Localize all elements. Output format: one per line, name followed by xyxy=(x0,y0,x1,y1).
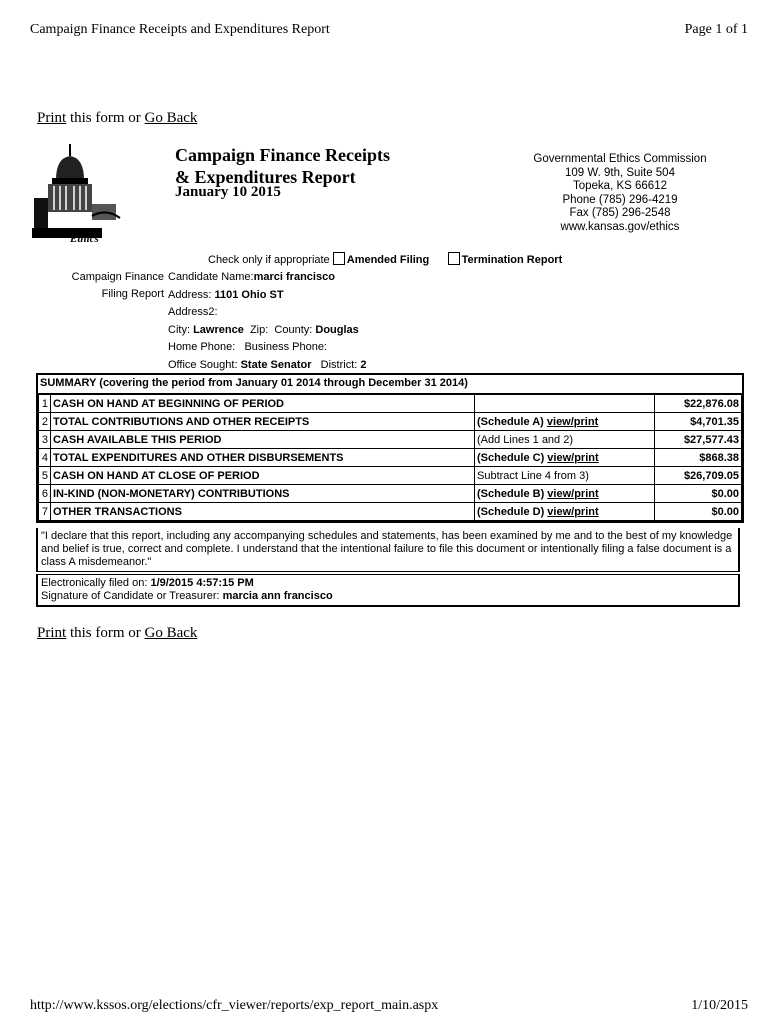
row-schedule xyxy=(475,395,655,413)
row-label: TOTAL CONTRIBUTIONS AND OTHER RECEIPTS xyxy=(51,413,475,431)
commission-fax: Fax (785) 296-2548 xyxy=(569,207,671,219)
commission-address: 109 W. 9th, Suite 504 xyxy=(565,166,675,179)
commission-name: Governmental Ethics Commission xyxy=(533,153,707,165)
top-nav xyxy=(37,110,197,127)
footer-url: http://www.kssos.org/elections/cfr_viewer/reports/exp_report_main.aspx xyxy=(30,998,439,1013)
check-line xyxy=(208,252,562,266)
schedule-label: (Schedule C) xyxy=(477,451,548,464)
filed-date: 1/9/2015 4:57:15 PM xyxy=(150,577,254,589)
row-schedule xyxy=(475,485,655,503)
commission-phone: Phone (785) 296-4219 xyxy=(562,193,678,206)
summary-row xyxy=(39,395,742,413)
row-number: 4 xyxy=(39,449,51,467)
report-title-line2: & Expenditures Report xyxy=(175,167,356,187)
row-label: CASH ON HAND AT CLOSE OF PERIOD xyxy=(51,467,475,485)
home-phone-label: Home Phone: xyxy=(168,341,236,353)
footer-date: 1/10/2015 xyxy=(691,998,748,1013)
summary-row xyxy=(39,467,742,485)
view-print-link[interactable]: view/print xyxy=(546,415,599,428)
row-label: OTHER TRANSACTIONS xyxy=(51,503,475,521)
row-label: CASH ON HAND AT BEGINNING OF PERIOD xyxy=(51,395,475,413)
district-value: 2 xyxy=(360,358,367,371)
zip-label: Zip: xyxy=(249,323,269,336)
schedule-label: (Add Lines 1 and 2) xyxy=(477,433,574,446)
commission-info xyxy=(530,153,710,234)
summary-row xyxy=(39,503,742,521)
row-label: CASH AVAILABLE THIS PERIOD xyxy=(51,431,475,449)
termination-report-label: Termination Report xyxy=(461,254,563,266)
filed-label: Electronically filed on: xyxy=(41,577,151,589)
address-label: Address: xyxy=(168,288,212,301)
print-link-bottom[interactable]: Print xyxy=(37,625,67,641)
candidate-name: marci francisco xyxy=(253,271,335,283)
view-print-link[interactable]: view/print xyxy=(547,487,599,500)
termination-report-checkbox[interactable] xyxy=(448,252,460,265)
schedule-label: (Schedule D) xyxy=(477,505,548,518)
summary-row xyxy=(39,431,742,449)
row-amount: $27,577.43 xyxy=(655,431,742,449)
row-amount: $868.38 xyxy=(655,449,742,467)
schedule-label: (Schedule A) xyxy=(477,415,547,428)
summary-row xyxy=(39,413,742,431)
row-schedule xyxy=(475,449,655,467)
signature-label: Signature of Candidate or Treasurer: xyxy=(41,590,223,602)
signature-value: marcia ann francisco xyxy=(222,590,333,602)
office-value: State Senator xyxy=(240,358,312,371)
amended-filing-label: Amended Filing xyxy=(346,254,430,266)
candidate-label: Candidate Name: xyxy=(168,271,254,283)
row-amount: $26,709.05 xyxy=(655,467,742,485)
page-number: Page 1 of 1 xyxy=(684,22,748,37)
summary-heading: SUMMARY (covering the period from January 01 2014 through December 31 2014) xyxy=(38,375,742,394)
candidate-info xyxy=(168,269,367,374)
view-print-link[interactable]: view/print xyxy=(547,505,599,518)
address-value: 1101 Ohio ST xyxy=(214,288,284,301)
view-print-link[interactable]: view/print xyxy=(547,451,599,464)
row-number: 2 xyxy=(39,413,51,431)
commission-city: Topeka, KS 66612 xyxy=(573,180,667,192)
check-label: Check only if appropriate xyxy=(208,254,330,266)
office-label: Office Sought: xyxy=(168,358,238,371)
row-label: TOTAL EXPENDITURES AND OTHER DISBURSEMENTS xyxy=(51,449,475,467)
county-value: Douglas xyxy=(315,323,359,336)
summary-row xyxy=(39,449,742,467)
row-amount: $0.00 xyxy=(655,485,742,503)
report-title-line1: Campaign Finance Receipts xyxy=(175,145,390,165)
schedule-label: (Schedule B) xyxy=(477,487,548,500)
bottom-nav xyxy=(37,625,197,642)
county-label: County: xyxy=(274,323,313,336)
district-label: District: xyxy=(320,358,358,371)
business-phone-label: Business Phone: xyxy=(244,341,327,353)
row-number: 5 xyxy=(39,467,51,485)
row-schedule xyxy=(475,413,655,431)
row-number: 6 xyxy=(39,485,51,503)
summary-table xyxy=(38,394,742,521)
city-value: Lawrence xyxy=(193,323,244,336)
declaration-text: "I declare that this report, including any accompanying schedules and statements, has been examined by me and to the best of my knowledge and belief is true, correct and complete. I understand that the intentional failure to file this document or intentionally filing a false document is a class A misdemeanor." xyxy=(36,528,740,572)
commission-web: www.kansas.gov/ethics xyxy=(560,220,680,233)
row-schedule xyxy=(475,431,655,449)
page-header-title: Campaign Finance Receipts and Expenditures Report xyxy=(30,22,330,37)
report-title xyxy=(175,144,390,188)
schedule-label: Subtract Line 4 from 3) xyxy=(477,469,589,482)
summary-row xyxy=(39,485,742,503)
go-back-link-bottom[interactable]: Go Back xyxy=(144,625,198,641)
row-number: 1 xyxy=(39,395,51,413)
row-number: 3 xyxy=(39,431,51,449)
amended-filing-checkbox[interactable] xyxy=(333,252,345,265)
address2-label: Address2: xyxy=(168,306,218,318)
filing-label-line2: Filing Report xyxy=(101,288,164,300)
row-schedule xyxy=(475,467,655,485)
city-label: City: xyxy=(168,323,190,336)
capitol-logo-icon xyxy=(30,142,122,246)
row-number: 7 xyxy=(39,503,51,521)
print-link[interactable]: Print xyxy=(37,110,67,126)
row-amount: $4,701.35 xyxy=(655,413,742,431)
nav-separator: this form or xyxy=(66,110,145,126)
report-date: January 10 2015 xyxy=(175,184,281,200)
logo-text: Ethics xyxy=(70,233,99,245)
summary-table-frame xyxy=(36,373,744,523)
row-label: IN-KIND (NON-MONETARY) CONTRIBUTIONS xyxy=(51,485,475,503)
filing-signature-block xyxy=(36,574,740,607)
row-amount: $22,876.08 xyxy=(655,395,742,413)
go-back-link[interactable]: Go Back xyxy=(144,110,198,126)
row-amount: $0.00 xyxy=(655,503,742,521)
filing-report-label xyxy=(36,269,164,303)
row-schedule xyxy=(475,503,655,521)
nav-separator-bottom: this form or xyxy=(66,625,145,641)
filing-label-line1: Campaign Finance xyxy=(71,271,164,283)
